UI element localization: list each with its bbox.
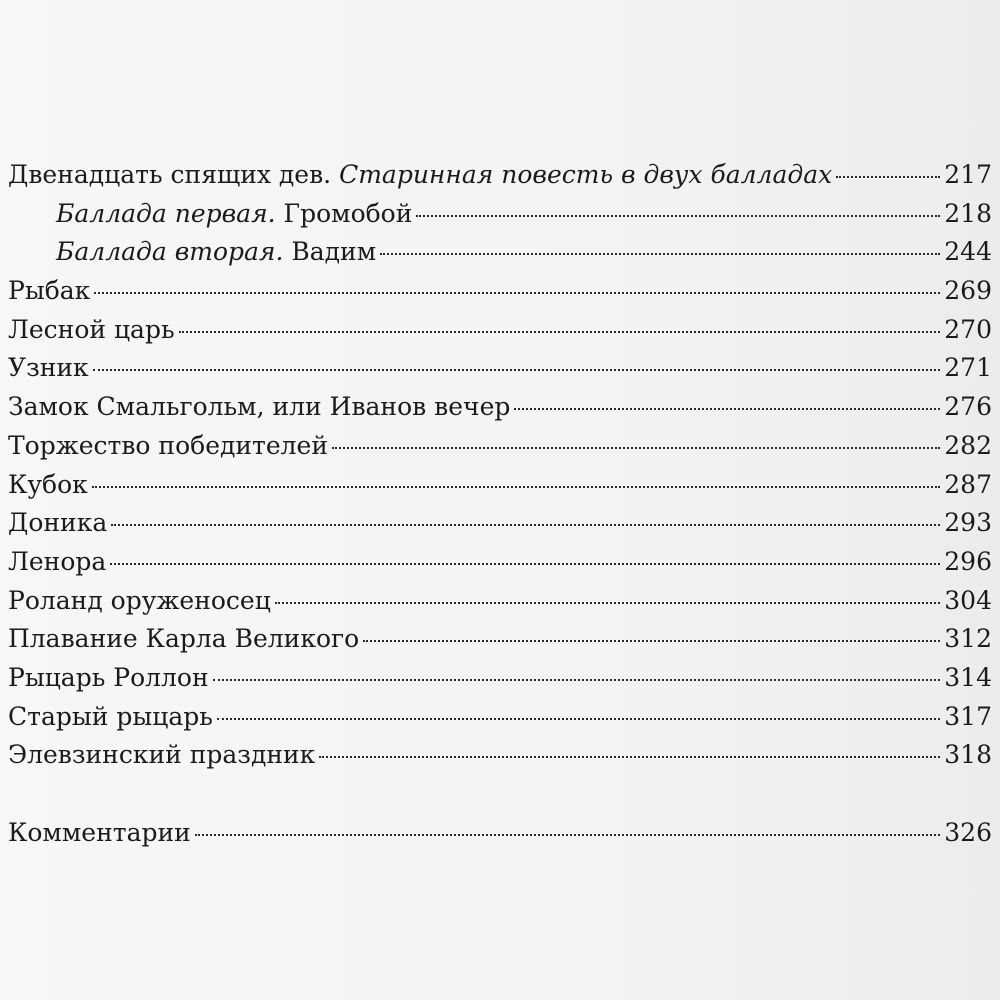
- toc-entry: [8, 736, 992, 775]
- toc-entry-title: Комментарии: [8, 817, 191, 847]
- toc-entry-title: Баллада первая. Громобой: [56, 198, 413, 228]
- toc-entry-title: Двенадцать спящих дев. Старинная повесть в двух балладах: [8, 160, 833, 189]
- dot-leader: [110, 563, 940, 565]
- dot-leader: [319, 756, 940, 758]
- toc-entry-title: Узник: [8, 353, 89, 383]
- toc-entry-title: Торжество победителей: [8, 430, 329, 460]
- toc-page-number: 318: [944, 740, 992, 770]
- toc-entry: [8, 311, 992, 350]
- dot-leader: [92, 486, 940, 488]
- toc-entry-title: Элевзинский праздник: [8, 740, 316, 770]
- toc-entry-title: Роланд оруженосец: [8, 585, 271, 615]
- dot-leader: [275, 602, 940, 604]
- toc-entry: [8, 388, 992, 427]
- dot-leader: [416, 215, 940, 217]
- toc-page-number: 326: [944, 817, 992, 847]
- toc-page-number: 269: [944, 276, 992, 306]
- toc-entry: [8, 504, 992, 543]
- toc-entry: [8, 272, 992, 311]
- table-of-contents: [8, 156, 992, 852]
- toc-page-number: 276: [944, 392, 992, 422]
- toc-page-number: 244: [944, 237, 992, 267]
- toc-page-number: 304: [944, 585, 992, 615]
- toc-page-number: 312: [944, 624, 992, 654]
- toc-page-number: 317: [944, 701, 992, 731]
- toc-entry: [8, 427, 992, 466]
- toc-entry: [8, 582, 992, 621]
- dot-leader: [94, 292, 940, 294]
- toc-page-number: 287: [944, 469, 992, 499]
- toc-entry: [8, 698, 992, 737]
- toc-entry: [8, 349, 992, 388]
- dot-leader: [380, 253, 940, 255]
- dot-leader: [836, 176, 940, 178]
- toc-subentry: [8, 195, 992, 234]
- toc-entry-title: Ленора: [8, 546, 107, 576]
- toc-entry-title: Рыцарь Роллон: [8, 662, 209, 692]
- toc-page-number: 314: [944, 662, 992, 692]
- toc-entry-title: Баллада вторая. Вадим: [56, 237, 377, 267]
- toc-entry-title: Рыбак: [8, 276, 91, 306]
- toc-entry: [8, 620, 992, 659]
- dot-leader: [111, 524, 940, 526]
- toc-entry-title: Старый рыцарь: [8, 701, 213, 731]
- toc-entry: [8, 659, 992, 698]
- toc-entry-title: Плавание Карла Великого: [8, 624, 360, 654]
- toc-entry: [8, 543, 992, 582]
- toc-entry-title: Кубок: [8, 469, 88, 499]
- dot-leader: [514, 408, 940, 410]
- toc-page-number: 270: [944, 314, 992, 344]
- dot-leader: [213, 679, 941, 681]
- toc-page-number: 296: [944, 546, 992, 576]
- toc-subentry: [8, 233, 992, 272]
- dot-leader: [332, 447, 940, 449]
- dot-leader: [195, 834, 940, 836]
- toc-entry-title: Замок Смальгольм, или Иванов вечер: [8, 392, 511, 422]
- toc-entry: [8, 814, 992, 853]
- dot-leader: [217, 718, 940, 720]
- toc-page-number: 271: [944, 353, 992, 383]
- toc-page-number: 282: [944, 430, 992, 460]
- toc-page-number: 293: [944, 508, 992, 538]
- dot-leader: [93, 369, 941, 371]
- dot-leader: [363, 640, 940, 642]
- toc-page-number: 217: [944, 160, 992, 189]
- dot-leader: [179, 331, 941, 333]
- toc-entry: [8, 156, 992, 195]
- toc-entry-title: Доника: [8, 508, 108, 538]
- toc-page-number: 218: [944, 198, 992, 228]
- toc-entry: [8, 466, 992, 505]
- toc-entry-title: Лесной царь: [8, 314, 175, 344]
